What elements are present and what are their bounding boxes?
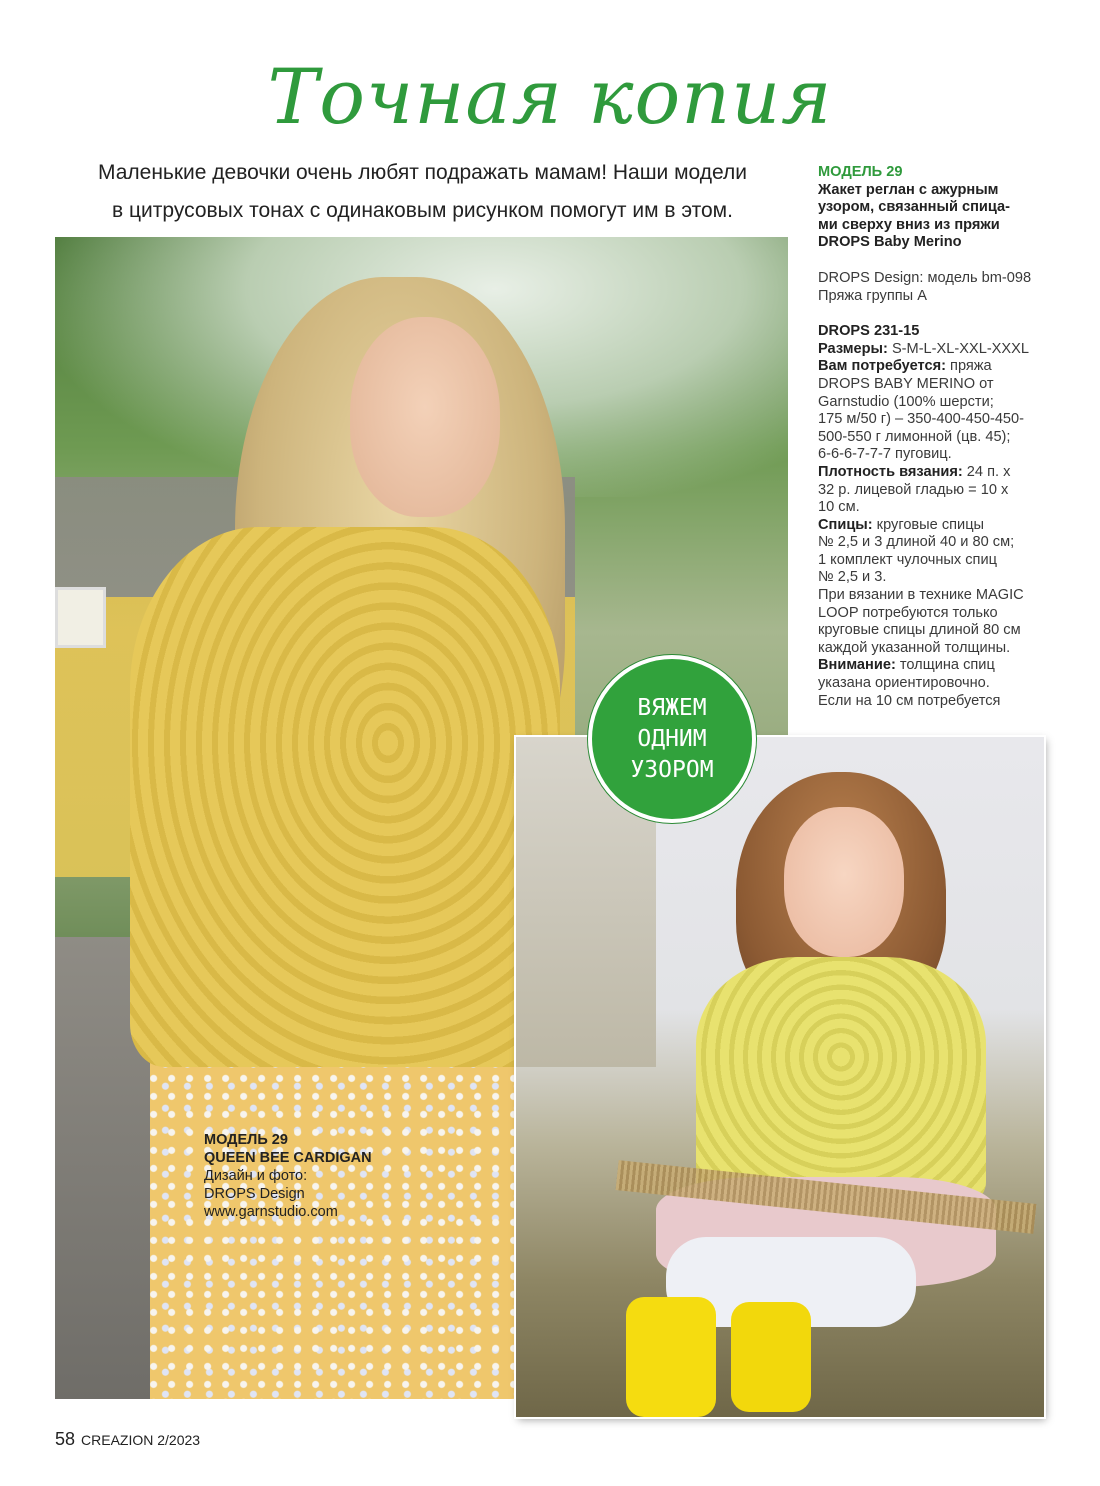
caption-url: www.garnstudio.com <box>204 1204 338 1220</box>
materials-line: Garnstudio (100% шерсти; <box>818 393 994 410</box>
sizes-line <box>818 341 1063 359</box>
caption-model: МОДЕЛЬ 29 <box>204 1132 288 1148</box>
design-line: DROPS Design: модель bm-098 <box>818 269 1032 286</box>
caption-design: DROPS Design <box>204 1186 305 1202</box>
pattern-code: DROPS 231-15 <box>818 323 920 340</box>
gauge-line <box>818 464 1063 482</box>
magazine-issue: CREAZION 2/2023 <box>81 1432 201 1448</box>
intro-text <box>55 154 790 230</box>
needles-line: круговые спицы длиной 80 см <box>818 622 1021 639</box>
materials-line: 500-550 г лимонной (цв. 45); <box>818 428 1011 445</box>
photo-child-sweater <box>516 737 1044 1417</box>
attention-line <box>818 657 1063 675</box>
badge-line: ВЯЖЕМ <box>637 694 707 721</box>
model-title-line: Жакет реглан с ажурным <box>818 181 999 198</box>
model-label: МОДЕЛЬ 29 <box>818 164 903 180</box>
photo-caption <box>204 1131 372 1221</box>
needles-line: LOOP потребуются только <box>818 604 998 621</box>
sizes-label: Размеры: <box>818 340 888 357</box>
gauge-line: 10 см. <box>818 499 860 516</box>
sizes-value: S-M-L-XL-XXL-XXXL <box>887 340 1030 357</box>
materials-line <box>818 358 1063 376</box>
page-title: Точная копия <box>267 52 833 141</box>
page-number: 58 <box>55 1429 76 1449</box>
intro-line: Маленькие девочки очень любят подражать мамам! Наши модели <box>97 161 747 184</box>
needles-line: № 2,5 и 3. <box>818 569 887 586</box>
gauge-label: Плотность вязания: <box>818 463 963 480</box>
intro-line: в цитрусовых тонах с одинаковым рисунком помогут им в этом. <box>112 199 733 222</box>
attention-label: Внимание: <box>818 657 896 674</box>
attention-line: указана ориентировочно. <box>818 675 990 692</box>
needles-label: Спицы: <box>818 516 873 533</box>
needles-line: При вязании в технике MAGIC <box>818 587 1024 604</box>
materials-line: 6-6-6-7-7-7 пуговиц. <box>818 446 952 463</box>
model-title-line: DROPS Baby Merino <box>818 234 962 251</box>
needles-line: каждой указанной толщины. <box>818 639 1011 656</box>
caption-name: QUEEN BEE CARDIGAN <box>204 1150 372 1166</box>
materials-line: DROPS BABY MERINO от <box>818 375 994 392</box>
needles-line: № 2,5 и 3 длиной 40 и 80 см; <box>818 534 1015 551</box>
yarn-group: Пряжа группы А <box>818 287 927 304</box>
page-footer <box>55 1429 200 1450</box>
badge-line: УЗОРОМ <box>630 756 714 783</box>
pattern-badge <box>588 655 756 823</box>
needles-value: круговые спицы <box>872 516 985 533</box>
needles-line: 1 комплект чулочных спиц <box>818 551 997 568</box>
attention-value: толщина спиц <box>895 657 995 674</box>
badge-line: ОДНИМ <box>637 725 707 752</box>
model-title-line: ми сверху вниз из пряжи <box>818 216 1000 233</box>
pattern-details <box>818 164 1063 710</box>
model-title-line: узором, связанный спица- <box>818 199 1011 216</box>
gauge-line: 32 р. лицевой гладью = 10 х <box>818 481 1009 498</box>
materials-label: Вам потребуется: <box>818 358 946 375</box>
needles-line <box>818 517 1063 535</box>
materials-value: пряжа <box>945 358 992 375</box>
caption-credit: Дизайн и фото: <box>204 1168 308 1184</box>
attention-line: Если на 10 см потребуется <box>818 692 1001 709</box>
gauge-value: 24 п. х <box>962 463 1011 480</box>
materials-line: 175 м/50 г) – 350-400-450-450- <box>818 411 1025 428</box>
